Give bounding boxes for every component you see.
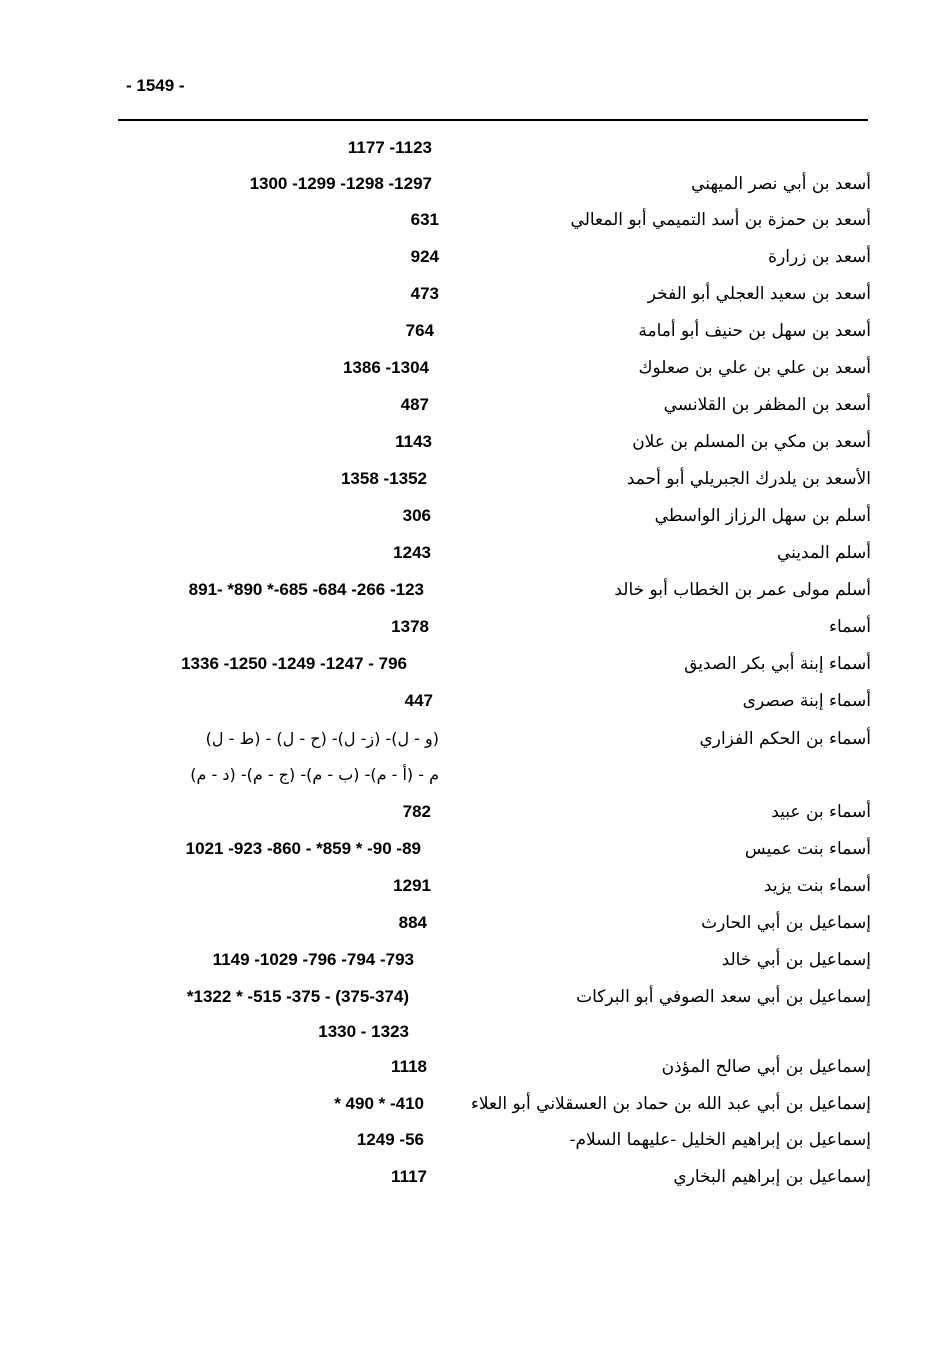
entry-pages: 1386 -1304 xyxy=(342,358,429,377)
entry-name: أسماء xyxy=(829,617,871,637)
index-entry xyxy=(0,461,949,497)
entry-pages: 1149 -1029 -796 -794 -793 xyxy=(212,950,414,969)
index-entry xyxy=(0,313,949,349)
entry-name: أسماء إبنة أبي بكر الصديق xyxy=(684,654,871,674)
index-entry xyxy=(0,1014,949,1050)
entry-name: إسماعيل بن أبي خالد xyxy=(721,950,871,970)
entry-pages: 1177 -1123 xyxy=(347,138,432,157)
index-entry xyxy=(0,130,949,166)
index-entry xyxy=(0,1086,949,1122)
index-entry xyxy=(0,868,949,904)
entry-pages: 1330 - 1323 xyxy=(318,1022,409,1041)
entry-pages: 1117 xyxy=(391,1167,427,1186)
entry-name: أسعد بن سعيد العجلي أبو الفخر xyxy=(647,284,871,304)
index-entry xyxy=(0,942,949,978)
index-entry xyxy=(0,239,949,275)
index-entry xyxy=(0,1122,949,1158)
index-entry xyxy=(0,387,949,423)
entry-pages: 1378 xyxy=(391,617,429,636)
entry-pages: 1243 xyxy=(393,543,431,562)
index-entry xyxy=(0,1159,949,1195)
entry-name: أسعد بن حمزة بن أسد التميمي أبو المعالي xyxy=(570,210,871,230)
entry-pages: 631 xyxy=(410,210,439,229)
entry-pages: 1143 xyxy=(395,432,432,451)
index-entry xyxy=(0,794,949,830)
entry-name: أسلم المديني xyxy=(777,543,871,563)
index-entry xyxy=(0,572,949,608)
entry-pages: 1249 -56 xyxy=(356,1130,424,1149)
entry-pages: 1118 xyxy=(391,1057,427,1076)
entry-pages: 884 xyxy=(398,913,427,932)
entry-name: أسعد بن أبي نصر الميهني xyxy=(691,174,871,194)
index-entry xyxy=(0,166,949,202)
entry-name: أسعد بن سهل بن حنيف أبو أمامة xyxy=(638,321,871,341)
entry-name: أسماء إبنة صصرى xyxy=(742,691,871,711)
entry-name: أسماء بنت عميس xyxy=(744,839,871,859)
entry-name: إسماعيل بن أبي صالح المؤذن xyxy=(661,1057,871,1077)
entry-name: أسماء بن عبيد xyxy=(771,802,871,822)
entry-pages: م - (أ - م)- (ب - م)- (ج - م)- (د - م) xyxy=(190,765,439,784)
entry-pages: 764 xyxy=(405,321,434,340)
index-entry xyxy=(0,424,949,460)
index-entry xyxy=(0,276,949,312)
entry-name: إسماعيل بن إبراهيم الخليل -عليهما السلام- xyxy=(569,1130,871,1150)
index-entry xyxy=(0,683,949,719)
entry-pages: (و - ل)- (ز- ل)- (ح - ل) - (ط - ل) xyxy=(205,729,439,748)
entry-name: أسعد بن زرارة xyxy=(768,247,871,267)
index-entry xyxy=(0,831,949,867)
index-entry xyxy=(0,202,949,238)
page-number: - 1549 - xyxy=(126,76,185,95)
entry-pages: 1358 -1352 xyxy=(340,469,427,488)
entry-name: أسعد بن مكي بن المسلم بن علان xyxy=(632,432,871,452)
index-entry xyxy=(0,979,949,1015)
entry-pages: 473 xyxy=(410,284,439,303)
index-entry xyxy=(0,498,949,534)
entry-pages: 1021 -923 -860 - *859 * -90 -89 xyxy=(185,839,421,858)
index-entry xyxy=(0,905,949,941)
entry-name: إسماعيل بن أبي سعد الصوفي أبو البركات xyxy=(576,987,871,1007)
entry-name: الأسعد بن يلدرك الجبريلي أبو أحمد xyxy=(626,469,871,489)
index-entry xyxy=(0,646,949,682)
entry-pages: 487 xyxy=(400,395,429,414)
index-entry xyxy=(0,609,949,645)
entry-name: إسماعيل بن إبراهيم البخاري xyxy=(673,1167,871,1187)
entry-name: إسماعيل بن أبي الحارث xyxy=(701,913,871,933)
entry-pages: 782 xyxy=(402,802,431,821)
entry-pages: 1300 -1299 -1298 -1297 xyxy=(249,174,432,193)
index-entry xyxy=(0,1049,949,1085)
entry-name: إسماعيل بن أبي عبد الله بن حماد بن العسقلاني أبو العلاء xyxy=(470,1094,871,1114)
entry-pages: 924 xyxy=(410,247,439,266)
entry-pages: * 490 * -410 xyxy=(334,1094,424,1113)
entry-name: أسعد بن علي بن علي بن صعلوك xyxy=(638,358,871,378)
index-entry xyxy=(0,757,949,793)
entry-name: أسماء بن الحكم الفزاري xyxy=(699,729,871,749)
entry-pages: 1336 -1250 -1249 -1247 - 796 xyxy=(181,654,407,673)
entry-name: أسلم مولى عمر بن الخطاب أبو خالد xyxy=(614,580,871,600)
entry-pages: 1291 xyxy=(393,876,431,895)
entry-name: أسماء بنت يزيد xyxy=(763,876,871,896)
index-entry xyxy=(0,350,949,386)
entry-pages: 306 xyxy=(402,506,431,525)
entry-pages: *1322 * -515 -375 - (375-374) xyxy=(186,987,409,1006)
entry-name: أسلم بن سهل الرزاز الواسطي xyxy=(654,506,871,526)
index-entry xyxy=(0,535,949,571)
entry-pages: 447 xyxy=(404,691,433,710)
entry-name: أسعد بن المظفر بن القلانسي xyxy=(663,395,871,415)
index-entry xyxy=(0,721,949,757)
entry-pages: 891- *890 *-685 -684 -266 -123 xyxy=(188,580,424,599)
